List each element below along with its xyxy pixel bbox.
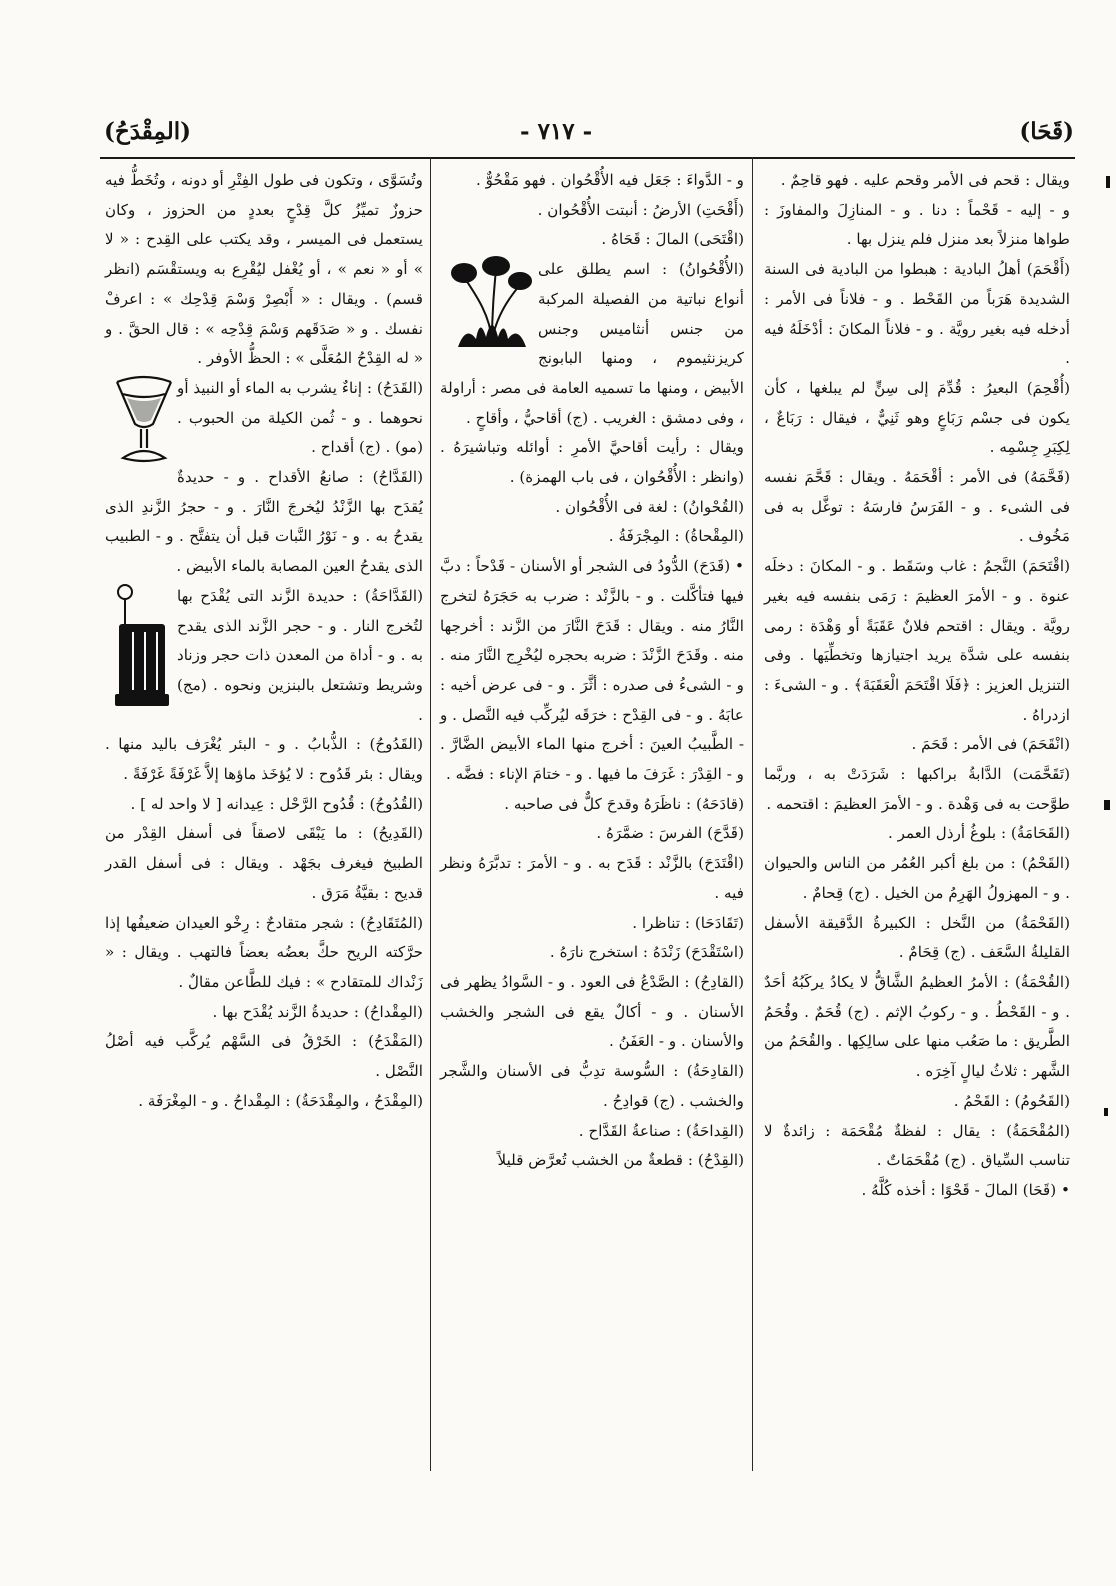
entry: (المَقْدَحُ) : الخَرْقُ فى السَّهْم يُركَّب فيه أصْلُ النَّصْل . xyxy=(105,1032,423,1081)
entry: (القادِحُ) : الصَّدْعُ فى العود . و - السَّوادُ يظهر فى الأسنان . و - أكالٌ يقع فى الشجر والخشب والأسنان . و - العَفَنُ . xyxy=(440,972,744,1051)
entry: (القَدَحُ) : إناءٌ يشرب به الماء أو النبيذ أو نحوهما . و - ثُمن الكيلة من الحبوب . (مو) . (ج) أقداح . xyxy=(176,378,423,457)
entry: (اقْتَحَمَ) النَّجمُ : غاب وسَقَط . و - المكانَ : دخلَه عنوة . و - الأمرَ العظيمَ : رَمَى بنفسه فيه بغير رويَّة . ويقال : اقتحم فلانٌ عَقَبَةً أو وَهْدَة : رمى بنفسه على شدَّة يريد اجتيازها وتخطِّيَها . وفى التنزيل العزيز : ﴿فَلَا اقْتَحَمَ الْعَقَبَةَ﴾ . و - الشىءَ : ازدراهُ . xyxy=(764,557,1070,724)
entry: (أَقْحَتِ) الأرضُ : أنبتت الأُقْحُوان . xyxy=(537,200,744,219)
entry: و - الدَّواءَ : جَعَل فيه الأُقْحُوان . فهو مَقْحُوٌّ . xyxy=(476,171,744,189)
entry: • (قَدَحَ) الدُّودُ فى الشجر أو الأسنان - قَدْحاً : دبَّ فيها فتأكَّلت . و - بالزَّنْد : ضرب به حَجَرَهُ لتخرج النَّارُ منه . ويقال : قَدَحَ النَّارَ من الزَّند : أخرجها منه . وقَدَحَ الزَّنْدَ : ضربه بحجره ليُخْرِج النَّارَ منه . و - الشىءُ فى صدره : أثَّرَ . و - فى عرض أخيه : عابَهُ . و - فى القِدْح : خرَقَه ليُركِّب فيه النَّصل . و - الطَّبيبُ العينَ : أخرج منها الماء الأبيض الضَّارَّ . و - القِدْرَ : غَرَفَ ما فيها . و - ختامَ الإناء : فضَّه . xyxy=(440,557,744,784)
entry: (المُقْحَمَةُ) : يقال : لفظةٌ مُقْحَمَة : زائدةٌ لا تناسب السِّياق . (ج) مُقْحَمَاتٌ . xyxy=(764,1121,1070,1170)
header-rule xyxy=(100,157,1075,159)
entry: وتُسَوَّى ، وتكون فى طول الفِتْرِ أو دونه ، وتُخَطُّ فيه حزوزٌ تميِّزُ كلَّ قِدْحٍ بعددٍ من الحزوز ، وكان يستعمل فى الميسر ، وقد يكتب على القِدح : « لا » أو « نعم » ، أو يُغْفل ليُقْرِع به ويستقْسَم (انظر قسم) . ويقال : « أَبْصِرْ وَسْمَ قِدْحِك » : اعرفْ نفسك . و « صَدَقَهم وَسْمَ قِدْحِه » : قال الحقَّ . و « له القِدْحُ المُعَلَّى » : الحظُّ الأوفر . xyxy=(105,171,423,368)
entry: (القَحْمَةُ) من النَّخل : الكبيرةُ الدَّقيقة الأسفل القليلةُ السَّعَف . (ج) قِحَامٌ . xyxy=(764,913,1070,962)
scan-edge-mark xyxy=(1104,800,1110,810)
entry: (الأُقْحُوانُ) : اسم يطلق على أنواع نباتية من الفصيلة المركبة من جنس أنثاميس وجنس كريزنثيموم ، ومنها البابونج الأبيض ، ومنها ما تسميه العامة فى مصر : أراولة ، وفى دمشق : الغريب . (ج) أقاحيُّ ، وأقاحٍ . xyxy=(440,260,744,427)
column-divider xyxy=(752,157,753,1471)
chamomile-plant-illustration xyxy=(446,255,538,351)
entry: (القُدُوحُ) : قُدُوح الرَّحْل : عِيدانه [ لا واحد له ] . xyxy=(130,794,423,813)
entry: (المِقْداحُ) : حديدةُ الزَّند يُقْدَح بها . xyxy=(212,1002,423,1021)
entry: (أُقْحِمَ) البعيرُ : قُدِّمَ إلى سِنٍّ لم يبلغها ، كأن يكون فى جسْم رَبَاعٍ وهو ثَنِيٌّ ، فيقال : رَبَاعٌ ، لِكِبَرِ جِسْمِه . xyxy=(764,378,1070,457)
entry: ويقال : قحم فى الأمر وقحم عليه . فهو قاحِمٌ . xyxy=(780,171,1070,189)
entry: (القَحُومُ) : القَحْمُ . xyxy=(953,1091,1070,1110)
entry: (القَدَّاحَةُ) : حديدة الزَّند التى يُقْدَح بها لتُخرج النار . و - حجر الزَّند الذى يقدح به . و - أداة من المعدن ذات حجر وزناد وشريط وتشتعل بالبنزين ونحوه . (مج) . xyxy=(177,586,423,724)
entry: (قادَحَهُ) : ناظَرَهُ وقدحَ كلٌّ فى صاحبه . xyxy=(504,794,744,813)
entry: (اقْتَدَحَ) بالزَّنْد : قَدَح به . و - الأمرَ : تدبَّرَهُ ونظر فيه . xyxy=(440,854,744,902)
entry: (القَدَّاحُ) : صانعُ الأقداح . و - حديدةٌ يُقدَح بها الزَّنْدُ ليُخرجَ النَّارَ . و - حجرُ الزَّندِ الذى يقدحُ به . و - نَوْرُ النَّبات قبل أن يتفتَّح . و - الطبيب الذى يقدحُ العين المصابة بالماء الأبيض . xyxy=(105,468,423,576)
entry: (تَقَادَحَا) : تناظرا . xyxy=(632,913,744,932)
entry: (القُحْوانُ) : لغة فى الأُقْحُوان . xyxy=(555,497,744,516)
entry: (القَحْمُ) : من بلغ أكبر العُمُر من الناس والحيوان . و - المهزولُ الهَرِمُ من الخيل . (ج) قِحامٌ . xyxy=(764,854,1070,902)
entry: (انْقَحَمَ) فى الأمر : قَحَمَ . xyxy=(911,735,1070,754)
entry: (المُتَقَادِحُ) : شجر متقادحٌ : رِخْو العيدان ضعيفُها إذا حرَّكته الريح حكَّ بعضُه بعضاً فالتهب . ويقال : « زَنْداك للمتقادح » : فيك للطَّاعن مقالٌ . xyxy=(105,913,423,991)
column-middle xyxy=(440,166,744,1176)
page-number: - ٧١٧ - xyxy=(520,118,593,145)
header-guide-word-right: (قَحَا) xyxy=(1019,118,1074,145)
column-right xyxy=(764,166,1070,1206)
entry: (قَحَّمَهُ) فى الأمر : أقْحَمَهُ . ويقال : قَحَّمَ نفسه فى الشىء . و - الفَرَسُ فارسَهُ : توغَّل به فى مَخُوف . xyxy=(764,468,1070,546)
entry: (أَقْحَمَ) أهلُ البادية : هبطوا من البادية فى السنة الشديدة هَرَباً من القَحْط . و - فلاناً فى الأمر : أدخله فيه بغير رويَّة . و - فلاناً المكانَ : أدْخَلَهُ فيه . xyxy=(764,260,1070,368)
entry: (اقْتَحَى) المالَ : قَحَاهُ . xyxy=(601,230,744,249)
entry: • (قَحَا) المالَ - قَحْوًا : أخذه كُلَّهُ . xyxy=(861,1180,1070,1199)
column-left xyxy=(105,166,423,1117)
entry: (القَدُوحُ) : الذُّبابُ . و - البئر يُغْرَف باليد منها . ويقال : بئر قَدُوح : لا يُؤخَذ ماؤها إلاَّ غَرْفَةً غَرْفَةً . xyxy=(105,735,423,784)
goblet-cup-illustration xyxy=(111,374,177,466)
entry: و - إليه - قَحْماً : دنا . و - المنازِلَ والمفاوزَ : طواها منزلاً بعد منزل فلم ينزل بها . xyxy=(764,200,1070,249)
entry: (القُحْمَةُ) : الأمرُ العظيمُ الشَّاقُّ لا يكادُ يركَبُهُ أحَدٌ . و - القَحْطُ . و - ركوبُ الإثم . (ج) قُحَمٌ . وقُحَمُ الطَّريق : ما صَعُب منها على سالِكِها . والقُحَمُ من الشَّهر : ثلاثُ ليالٍ آخِرَه . xyxy=(764,972,1070,1081)
lighter-illustration xyxy=(111,582,177,710)
scan-edge-mark xyxy=(1106,176,1110,188)
column-divider xyxy=(430,157,431,1471)
entry: (القَحَامَةُ) : بلوغُ أرذل العمر . xyxy=(887,824,1070,843)
entry: (تَقَحَّمَت) الدَّابةُ براكبها : شَرَدَتْ به ، وربَّما طوَّحت به فى وَهْدة . و - الأمرَ العظيمَ : اقتحمه . xyxy=(764,765,1070,813)
entry: (القَدِيحُ) : ما يَبْقَى لاصقاً فى أسفل القِدْر من الطبيخ فيغرف بجَهْد . ويقال : فى أسفل القدر قديح : بقيَّةُ مَرَق . xyxy=(105,824,423,902)
scan-edge-mark xyxy=(1104,1108,1108,1116)
entry: (القادِحَةُ) : السُّوسة تدِبُّ فى الأسنان والشَّجر والخشب . (ج) قوادِحُ . xyxy=(440,1062,744,1110)
entry: (القِداحَةُ) : صناعةُ القَدَّاح . xyxy=(578,1121,744,1140)
entry: (القِدْحُ) : قطعةٌ من الخشب تُعرَّض قليلاً xyxy=(497,1151,744,1170)
header-guide-word-left: (المِقْدَحُ) xyxy=(104,118,192,145)
entry: ويقال : رأيت أقاحيَّ الأمرِ : أوائله وتباشيرَهُ . (وانظر : الأُقْحُوان ، فى باب الهمزة) . xyxy=(440,438,744,487)
entry: (قَدَّحَ) الفرسَ : ضمَّرَهُ . xyxy=(596,824,744,843)
entry: (المِقْحاةُ) : المِجْرَفَةُ . xyxy=(608,527,744,546)
entry: (المِقْدَحُ ، والمِقْدَحَةُ) : المِقْداحُ . و - المِغْرَفَة . xyxy=(138,1091,423,1110)
entry: (اسْتَقْدَحَ) زَنْدَهُ : استخرج نارَهُ . xyxy=(549,943,744,962)
